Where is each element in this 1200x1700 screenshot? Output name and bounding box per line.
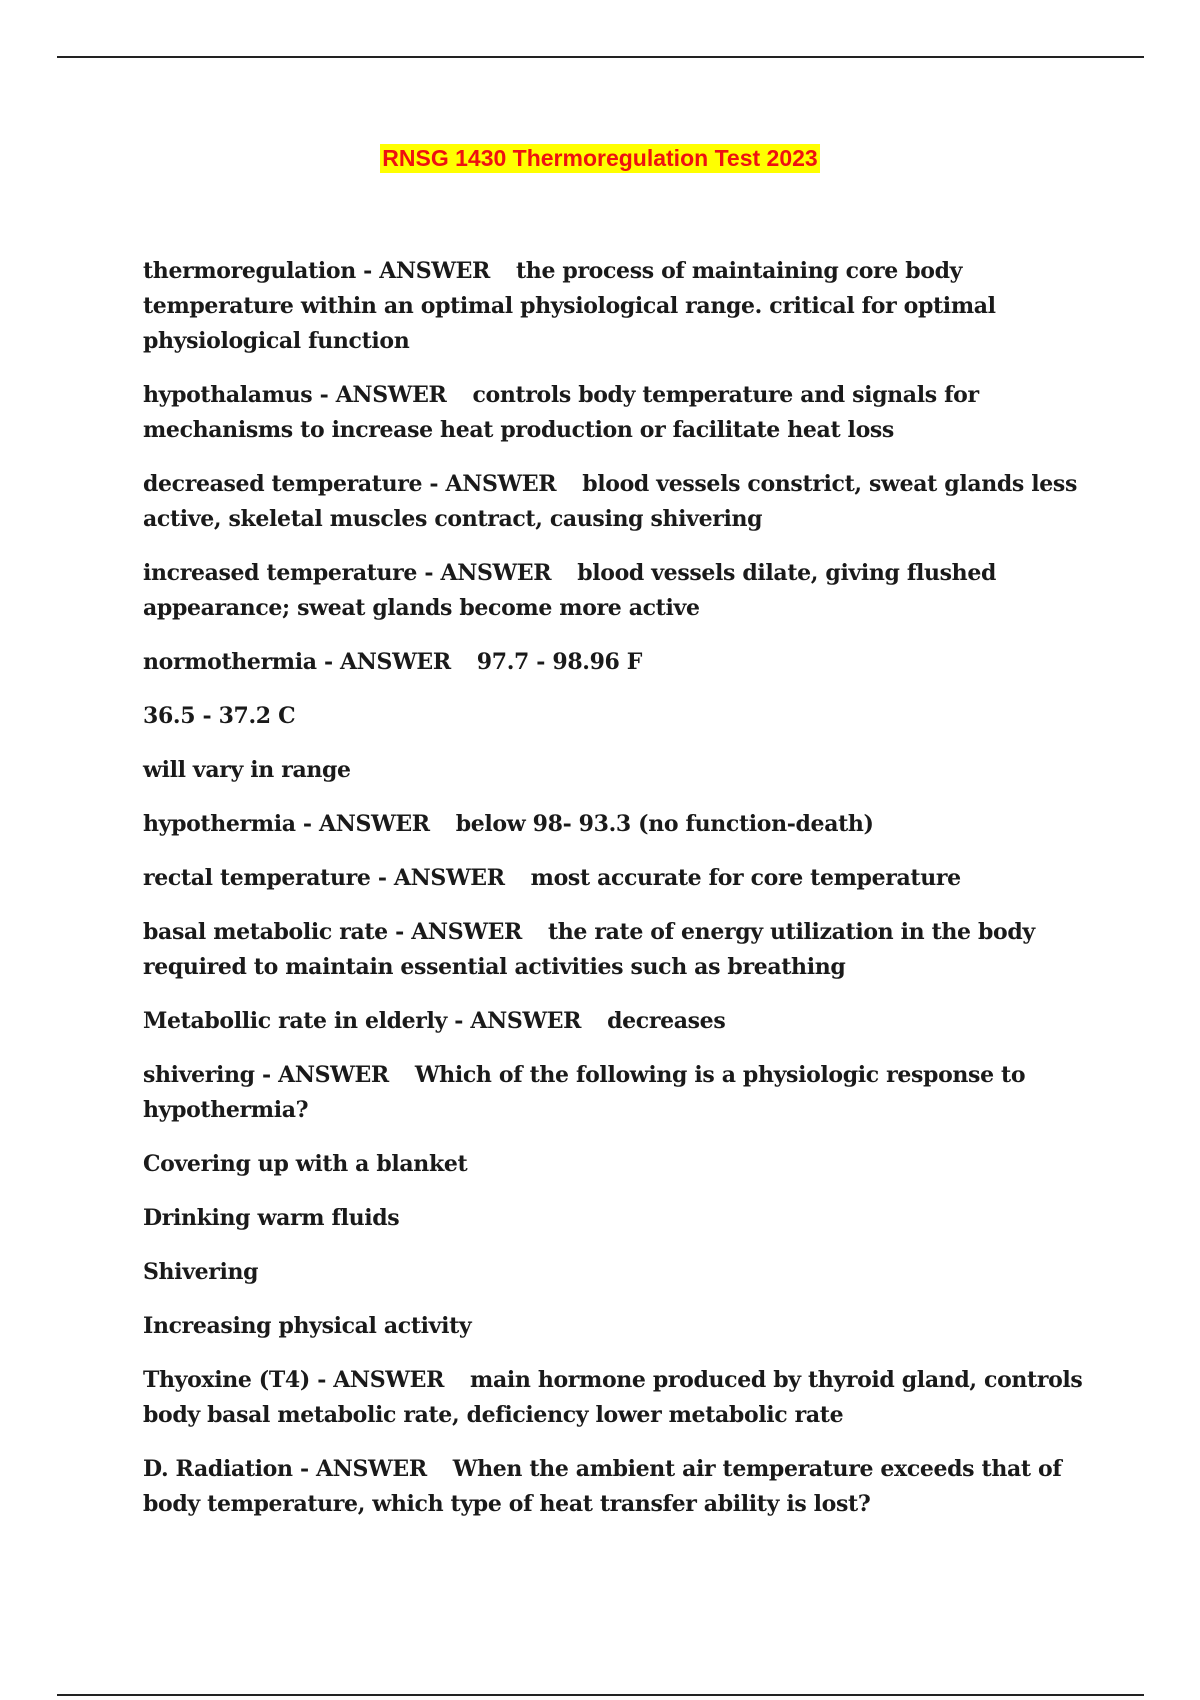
entry-answer: decreases — [607, 1008, 726, 1034]
entry-term: rectal temperature - ANSWER — [143, 865, 505, 891]
entry-answer: 97.7 - 98.96 F — [476, 649, 643, 675]
qa-entry — [143, 861, 1103, 896]
qa-entry — [143, 1004, 1103, 1039]
continuation-line: will vary in range — [143, 757, 351, 783]
entry-term: basal metabolic rate - ANSWER — [143, 919, 522, 945]
entry-answer: the rate of energy utilization in the body required to maintain essential activities such as breathing — [143, 919, 1035, 980]
entry-term: D. Radiation - ANSWER — [143, 1456, 427, 1482]
entry-answer: controls body temperature and signals for mechanisms to increase heat production or facilitate heat loss — [143, 382, 979, 443]
entry-term: hypothermia - ANSWER — [143, 811, 430, 837]
qa-entry — [143, 1452, 1103, 1522]
document-title: RNSG 1430 Thermoregulation Test 2023 — [382, 145, 818, 171]
entry-answer: below 98- 93.3 (no function-death) — [455, 811, 874, 837]
bottom-rule — [57, 1694, 1144, 1696]
title-container — [0, 144, 1200, 173]
entry-term: hypothalamus - ANSWER — [143, 382, 447, 408]
entry-answer: blood vessels constrict, sweat glands less active, skeletal muscles contract, causing shivering — [143, 471, 1077, 532]
qa-entry — [143, 807, 1103, 842]
qa-entry — [143, 467, 1103, 537]
qa-entry — [143, 254, 1103, 359]
entry-term: shivering - ANSWER — [143, 1062, 389, 1088]
entry-answer: Which of the following is a physiologic response to hypothermia? — [143, 1062, 1026, 1123]
qa-list — [143, 254, 1103, 1541]
entry-answer: When the ambient air temperature exceeds that of body temperature, which type of heat transfer ability is lost? — [143, 1456, 1062, 1517]
entry-term: normothermia - ANSWER — [143, 649, 451, 675]
option-line: Drinking warm fluids — [143, 1205, 400, 1231]
qa-entry — [143, 915, 1103, 985]
entry-answer: blood vessels dilate, giving flushed appearance; sweat glands become more active — [143, 560, 997, 621]
qa-entry — [143, 556, 1103, 626]
option-line: Shivering — [143, 1259, 259, 1285]
entry-term: decreased temperature - ANSWER — [143, 471, 557, 497]
qa-entry — [143, 1363, 1103, 1433]
continuation-line: 36.5 - 37.2 C — [143, 703, 296, 729]
entry-term: Thyoxine (T4) - ANSWER — [143, 1367, 445, 1393]
qa-entry — [143, 378, 1103, 448]
qa-entry — [143, 645, 1103, 680]
top-rule — [57, 56, 1144, 58]
entry-term: thermoregulation - ANSWER — [143, 258, 490, 284]
option-line: Increasing physical activity — [143, 1313, 472, 1339]
entry-term: Metabollic rate in elderly - ANSWER — [143, 1008, 582, 1034]
entry-answer: most accurate for core temperature — [530, 865, 961, 891]
qa-entry — [143, 1058, 1103, 1128]
option-line: Covering up with a blanket — [143, 1151, 468, 1177]
entry-term: increased temperature - ANSWER — [143, 560, 552, 586]
entry-answer: the process of maintaining core body temperature within an optimal physiological range. critical for optimal physiological function — [143, 258, 996, 354]
entry-answer: main hormone produced by thyroid gland, controls body basal metabolic rate, deficiency lower metabolic rate — [143, 1367, 1083, 1428]
